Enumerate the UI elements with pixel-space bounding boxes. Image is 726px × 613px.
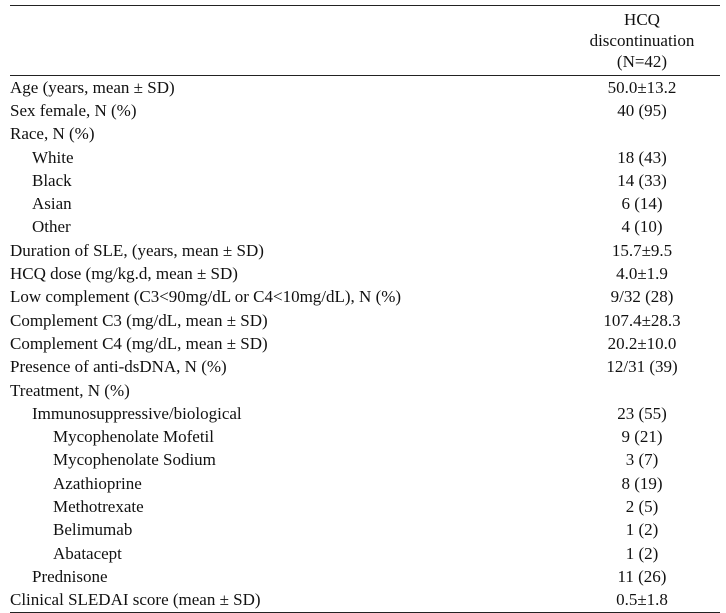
row-label: Methotrexate: [53, 496, 144, 516]
header-line-2: discontinuation: [589, 31, 695, 50]
row-value: 6 (14): [621, 194, 663, 214]
row-label: Complement C3 (mg/dL, mean ± SD): [10, 310, 268, 330]
row-label: Azathioprine: [53, 473, 142, 493]
row-value: 18 (43): [617, 147, 667, 167]
header-line-1: HCQ: [624, 10, 660, 29]
row-label: Black: [32, 170, 72, 190]
characteristics-table: [10, 5, 720, 613]
row-value: 14 (33): [617, 170, 667, 190]
row-label: Abatacept: [53, 543, 122, 563]
row-value: 12/31 (39): [606, 357, 678, 377]
row-label: Mycophenolate Sodium: [53, 450, 216, 470]
row-label: Complement C4 (mg/dL, mean ± SD): [10, 333, 268, 353]
row-label: HCQ dose (mg/kg.d, mean ± SD): [10, 264, 238, 284]
table-row: [10, 192, 720, 215]
row-value: 15.7±9.5: [611, 240, 673, 260]
row-value: 0.5±1.8: [616, 590, 668, 610]
row-value: 1 (2): [625, 543, 659, 563]
row-value: 11 (26): [617, 566, 667, 586]
row-value: 2 (5): [625, 496, 659, 516]
row-value: 9/32 (28): [610, 287, 674, 307]
table-row: [10, 449, 720, 472]
table-row: [10, 472, 720, 495]
table-row: [10, 356, 720, 379]
table-row: [10, 146, 720, 169]
table-row: [10, 99, 720, 122]
row-label: Race, N (%): [10, 124, 95, 144]
table-row: [10, 425, 720, 448]
table-header: [10, 6, 720, 76]
row-value: 1 (2): [625, 520, 659, 540]
table-row: [10, 76, 720, 99]
table-row: [10, 519, 720, 542]
row-label: Belimumab: [53, 520, 133, 540]
row-label: Treatment, N (%): [10, 380, 130, 400]
row-label: Mycophenolate Mofetil: [53, 427, 214, 447]
row-value: 20.2±10.0: [607, 333, 677, 353]
row-label: White: [32, 147, 74, 167]
table-row: [10, 309, 720, 332]
table-body: [10, 76, 720, 613]
row-label: Immunosuppressive/biological: [32, 403, 242, 423]
row-value: 9 (21): [621, 427, 663, 447]
table-row: [10, 216, 720, 239]
table-row: [10, 332, 720, 355]
table-row: [10, 542, 720, 565]
row-label: Duration of SLE, (years, mean ± SD): [10, 240, 264, 260]
row-label: Other: [32, 217, 71, 237]
column-header-hcq-discontinuation: [572, 9, 712, 72]
row-value: 107.4±28.3: [603, 310, 681, 330]
table-row: [10, 123, 720, 146]
table-row: [10, 402, 720, 425]
row-label: Low complement (C3<90mg/dL or C4<10mg/dL), N (%): [10, 287, 402, 307]
row-value: 23 (55): [617, 403, 667, 423]
row-label: Sex female, N (%): [10, 100, 137, 120]
table-row: [10, 169, 720, 192]
row-label: Clinical SLEDAI score (mean ± SD): [10, 590, 261, 610]
row-label: Prednisone: [32, 566, 108, 586]
table-row: [10, 589, 720, 612]
row-value: 50.0±13.2: [607, 77, 677, 97]
table-row: [10, 565, 720, 588]
row-label: Asian: [32, 194, 72, 214]
row-value: 40 (95): [617, 100, 667, 120]
row-label: Presence of anti-dsDNA, N (%): [10, 357, 227, 377]
table-row: [10, 262, 720, 285]
table-row: [10, 495, 720, 518]
header-line-3: (N=42): [616, 52, 668, 71]
row-label: Age (years, mean ± SD): [10, 77, 175, 97]
table-row: [10, 286, 720, 309]
row-value: 4.0±1.9: [616, 264, 668, 284]
table-row: [10, 379, 720, 402]
table-row: [10, 239, 720, 262]
row-value: 4 (10): [621, 217, 663, 237]
row-value: 3 (7): [625, 450, 659, 470]
row-value: 8 (19): [621, 473, 663, 493]
